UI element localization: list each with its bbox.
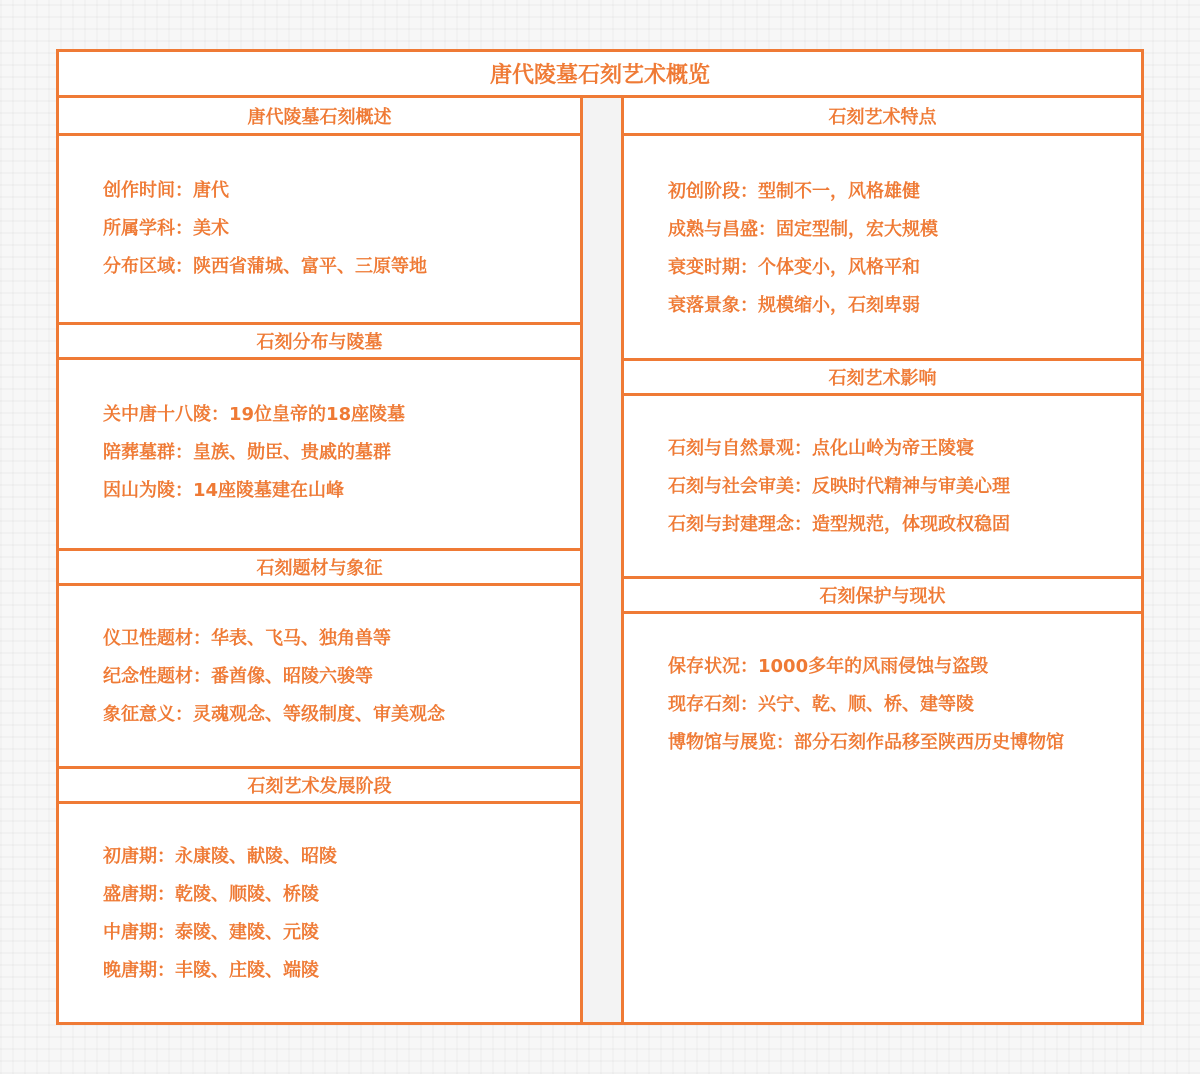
list-item: 保存状况：1000多年的风雨侵蚀与盗毁 (668, 656, 989, 677)
list-item: 陪葬墓群：皇族、勋臣、贵戚的墓群 (103, 442, 391, 463)
list-item: 所属学科：美术 (103, 218, 229, 239)
list-item: 博物馆与展览：部分石刻作品移至陕西历史博物馆 (668, 732, 1064, 753)
list-item: 初创阶段：型制不一，风格雄健 (668, 181, 920, 202)
list-item: 创作时间：唐代 (103, 180, 229, 201)
list-item: 现存石刻：兴宁、乾、顺、桥、建等陵 (668, 694, 974, 715)
section-title: 石刻艺术影响 (624, 358, 1141, 396)
list-item: 石刻与封建理念：造型规范，体现政权稳固 (668, 514, 1010, 535)
list-item: 初唐期：永康陵、献陵、昭陵 (103, 846, 337, 867)
section-stages (59, 766, 580, 1024)
list-item: 因山为陵：14座陵墓建在山峰 (103, 480, 345, 501)
list-item: 石刻与自然景观：点化山岭为帝王陵寝 (668, 438, 974, 459)
section-title: 石刻艺术特点 (624, 98, 1141, 136)
list-item: 石刻与社会审美：反映时代精神与审美心理 (668, 476, 1010, 497)
section-title: 唐代陵墓石刻概述 (59, 98, 580, 136)
section-distribution (59, 322, 580, 548)
list-item: 关中唐十八陵：19位皇帝的18座陵墓 (103, 404, 406, 425)
page-title: 唐代陵墓石刻艺术概览 (59, 52, 1141, 98)
section-title: 石刻题材与象征 (59, 548, 580, 586)
section-features (624, 98, 1141, 358)
list-item: 仪卫性题材：华表、飞马、独角兽等 (103, 628, 391, 649)
section-preservation (624, 576, 1141, 1024)
list-item: 衰落景象：规模缩小，石刻卑弱 (668, 295, 920, 316)
list-item: 中唐期：泰陵、建陵、元陵 (103, 922, 319, 943)
section-influence (624, 358, 1141, 576)
list-item: 成熟与昌盛：固定型制，宏大规模 (668, 219, 938, 240)
list-item: 晚唐期：丰陵、庄陵、端陵 (103, 960, 319, 981)
list-item: 分布区域：陕西省蒲城、富平、三原等地 (103, 256, 427, 277)
section-title: 石刻保护与现状 (624, 576, 1141, 614)
list-item: 纪念性题材：番酋像、昭陵六骏等 (103, 666, 373, 687)
diagram-frame (56, 49, 1144, 1025)
column-gap (583, 98, 621, 1022)
section-title: 石刻艺术发展阶段 (59, 766, 580, 804)
section-themes (59, 548, 580, 766)
right-column (621, 98, 1141, 1022)
list-item: 衰变时期：个体变小，风格平和 (668, 257, 920, 278)
section-title: 石刻分布与陵墓 (59, 322, 580, 360)
list-item: 象征意义：灵魂观念、等级制度、审美观念 (103, 704, 445, 725)
left-column (59, 98, 583, 1022)
list-item: 盛唐期：乾陵、顺陵、桥陵 (103, 884, 319, 905)
section-overview (59, 98, 580, 322)
